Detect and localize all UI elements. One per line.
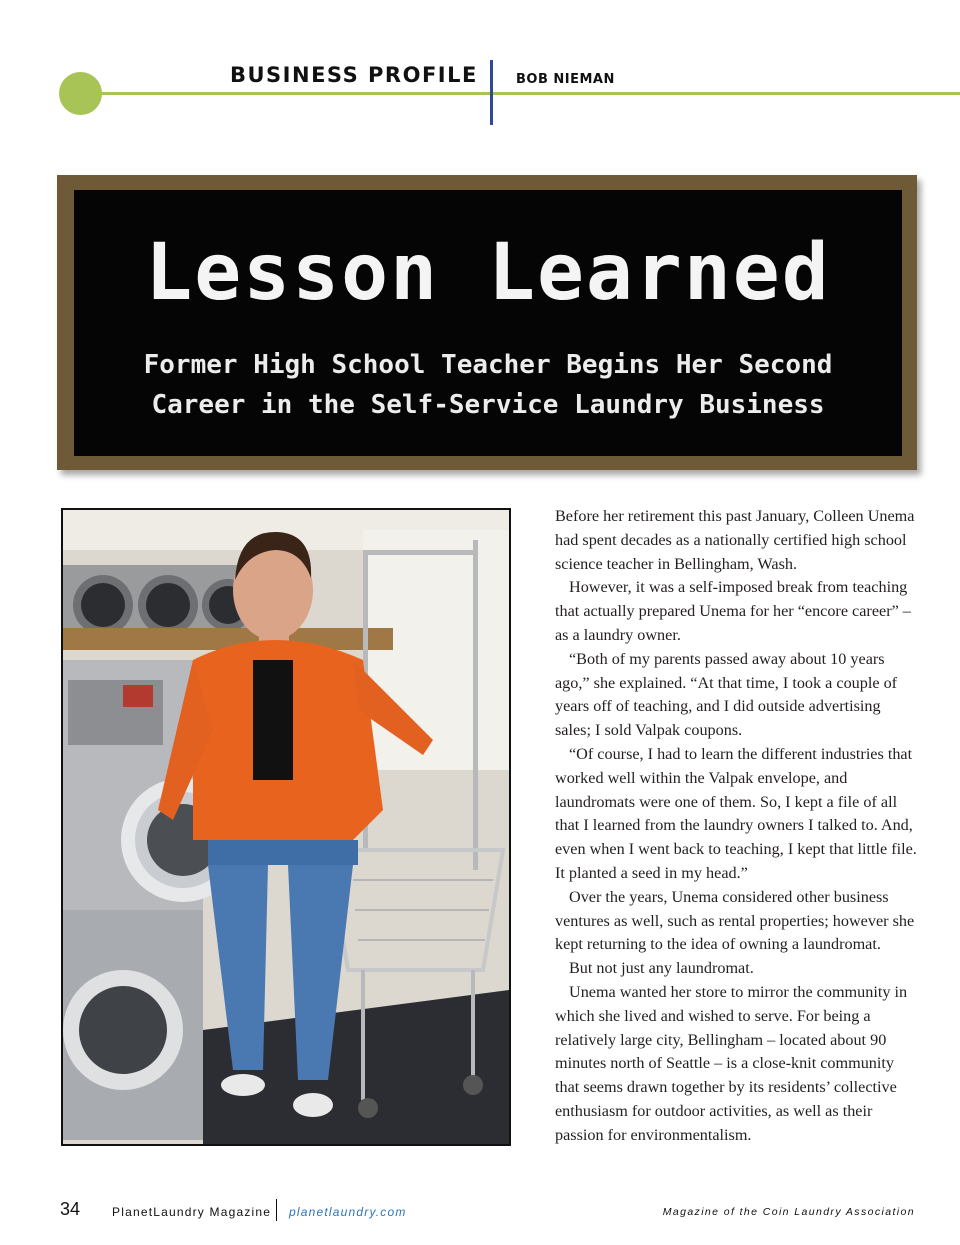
article-body <box>555 505 917 1148</box>
chalkboard <box>74 190 902 456</box>
paragraph: Before her retirement this past January, Colleen Unema had spent decades as a nationally certified high school science teacher in Bellingham, Wash. <box>555 507 915 573</box>
paragraph: However, it was a self-imposed break from teaching that actually prepared Unema for her “encore career” – as a laundry owner. <box>555 578 911 644</box>
paragraph: Over the years, Unema considered other business ventures as well, such as rental properties; however she kept returning to the idea of owning a laundromat. <box>555 887 915 954</box>
laundromat-owner-photo <box>61 508 511 1146</box>
paragraph: “Of course, I had to learn the different industries that worked well within the Valpak envelope, and laundromats were one of them. So, I kept a file of all that I learned from the laundry owners I talked to. And, even when I went back to teaching, I kept that little file. It planted a seed in my head.” <box>555 744 917 882</box>
page-number: 34 <box>60 1199 81 1219</box>
author-byline: BOB NIEMAN <box>516 72 615 87</box>
header-dot <box>59 72 102 115</box>
article-subtitle <box>114 345 862 425</box>
paragraph: “Both of my parents passed away about 10 years ago,” she explained. “At that time, I took a couple of years off of teaching, and I did outside advertising sales; I sold Valpak coupons. <box>555 649 898 740</box>
article-title: Lesson Learned <box>145 228 831 318</box>
magazine-name: PlanetLaundry Magazine <box>112 1205 272 1219</box>
section-label: BUSINESS PROFILE <box>230 63 478 87</box>
paragraph: Unema wanted her store to mirror the community in which she lived and wished to serve. For being a relatively large city, Bellingham – located about 90 minutes north of Seattle – is a close-knit community that seems drawn together by its residents’ collective enthusiasm for outdoor activities, as well as their passion for environmentalism. <box>555 982 908 1144</box>
header-divider <box>490 60 493 125</box>
paragraph: But not just any laundromat. <box>569 959 754 978</box>
header-rule <box>70 92 960 95</box>
footer-divider <box>276 1199 277 1221</box>
association-tagline: Magazine of the Coin Laundry Association <box>662 1206 915 1218</box>
website-link[interactable]: planetlaundry.com <box>289 1205 407 1219</box>
subtitle-line-2: Career in the Self-Service Laundry Business <box>151 390 825 420</box>
subtitle-line-1: Former High School Teacher Begins Her Second <box>143 350 833 380</box>
